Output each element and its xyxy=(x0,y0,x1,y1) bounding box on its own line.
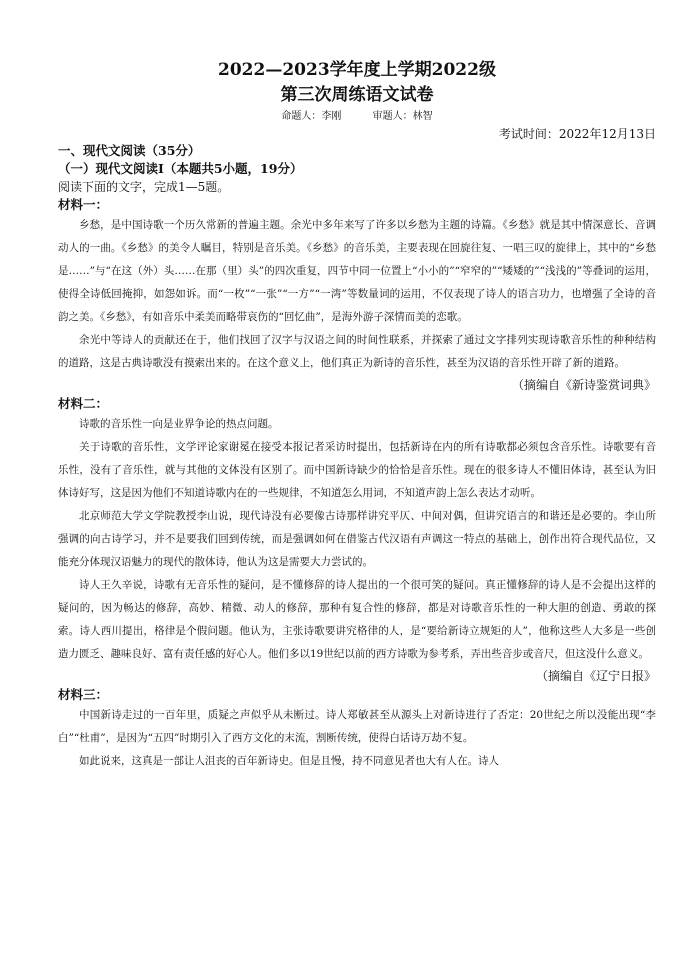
material-3-label: 材料三： xyxy=(58,687,109,702)
material-2-source: （摘编自《辽宁日报》 xyxy=(535,669,656,683)
setter: 命题人：李刚 xyxy=(281,111,342,122)
material-1-paragraph: 乡愁，是中国诗歌一个历久常新的普遍主题。余光中多年来写了许多以乡愁为主题的诗篇。《乡愁》就是其中情深意长、音调动人的一曲。《乡愁》的美令人瞩目，特别是音乐美。《乡愁》的音乐美，主要表现在回旋往复、一唱三叹的旋律上，其中的“乡愁是……”与“在这（外）头……在那（里）头”的四次重复，四节中同一位置上“小小的”“窄窄的”“矮矮的”“浅浅的”等叠词的运用，使得全诗低回掩抑，如怨如诉。而“一枚”“一张”“一方”“一湾”等数量词的运用，不仅表现了诗人的语言功力，也增强了全诗的音韵之美。《乡愁》，有如音乐中柔美而略带哀伤的“回忆曲”，是海外游子深情而美的恋歌。 xyxy=(58,219,656,323)
author-line xyxy=(58,110,656,124)
exam-time: 考试时间：2022年12月13日 xyxy=(498,127,656,141)
title-line-2: 第三次周练语文试卷 xyxy=(280,85,434,105)
material-3-paragraph: 中国新诗走过的一百年里，质疑之声似乎从未断过。诗人郑敏甚至从源头上对新诗进行了否定：20世纪之所以没能出现“李白”“杜甫”，是因为“五四”时期引入了西方文化的末流，割断传统，使得白话诗万劫不复。 xyxy=(58,709,656,744)
material-1-source: （摘编自《新诗鉴赏词典》 xyxy=(511,378,656,392)
section-subheading: （一）现代文阅读I（本题共5小题，19分） xyxy=(58,161,303,176)
title-line-1: 2022—2023学年度上学期2022级 xyxy=(218,60,496,80)
material-1-paragraph: 余光中等诗人的贡献还在于，他们找回了汉字与汉语之间的时间性联系，并探索了通过文字排列实现诗歌音乐性的种种结构的道路，这是古典诗歌没有摸索出来的。在这个意义上，他们真正为新诗的音乐性，甚至为汉语的音乐性开辟了新的道路。 xyxy=(58,334,656,369)
material-2-paragraph: 诗人王久辛说，诗歌有无音乐性的疑问，是不懂修辞的诗人提出的一个很可笑的疑问。真正懂修辞的诗人是不会提出这样的疑问的，因为畅达的修辞，高妙、精微、动人的修辞，那种有复合性的修辞，都是对诗歌音乐性的一种大胆的创造、勇敢的探索。诗人西川提出，格律是个假问题。他认为，主张诗歌要讲究格律的人，是“要给新诗立规矩的人”，他称这些人大多是一些创造力匮乏、趣味良好、富有责任感的好心人。他们多以19世纪以前的西方诗歌为参考系，弄出些音步或音尺，但这没什么意义。 xyxy=(58,579,656,660)
material-1-label: 材料一： xyxy=(58,197,109,212)
reviewer: 审题人：林智 xyxy=(372,111,433,122)
material-3-paragraph: 如此说来，这真是一部让人沮丧的百年新诗史。但是且慢，持不同意见者也大有人在。诗人 xyxy=(79,755,499,767)
section-heading: 一、现代文阅读（35分） xyxy=(58,143,201,158)
material-2-label: 材料二： xyxy=(58,396,109,411)
material-2-paragraph: 诗歌的音乐性一向是业界争论的热点问题。 xyxy=(79,418,279,430)
material-2-paragraph: 关于诗歌的音乐性，文学评论家谢冕在接受本报记者采访时提出，包括新诗在内的所有诗歌都必须包含音乐性。诗歌要有音乐性，没有了音乐性，就与其他的文体没有区别了。而中国新诗缺少的恰恰是音乐性。现在的很多诗人不懂旧体诗，甚至认为旧体诗好写，这是因为他们不知道诗歌内在的一些规律，不知道怎么用词，不知道声韵上怎么表达才动听。 xyxy=(58,441,656,499)
material-2-paragraph: 北京师范大学文学院教授李山说，现代诗没有必要像古诗那样讲究平仄、中间对偶，但讲究语言的和谐还是必要的。李山所强调的向古诗学习，并不是要我们回到传统，而是强调如何在借鉴古代汉语有声调这一特点的基础上，创作出符合现代品位，又能充分体现汉语魅力的现代的散体诗，他认为这是需要大力尝试的。 xyxy=(58,510,656,568)
instruction: 阅读下面的文字，完成1—5题。 xyxy=(58,180,230,194)
